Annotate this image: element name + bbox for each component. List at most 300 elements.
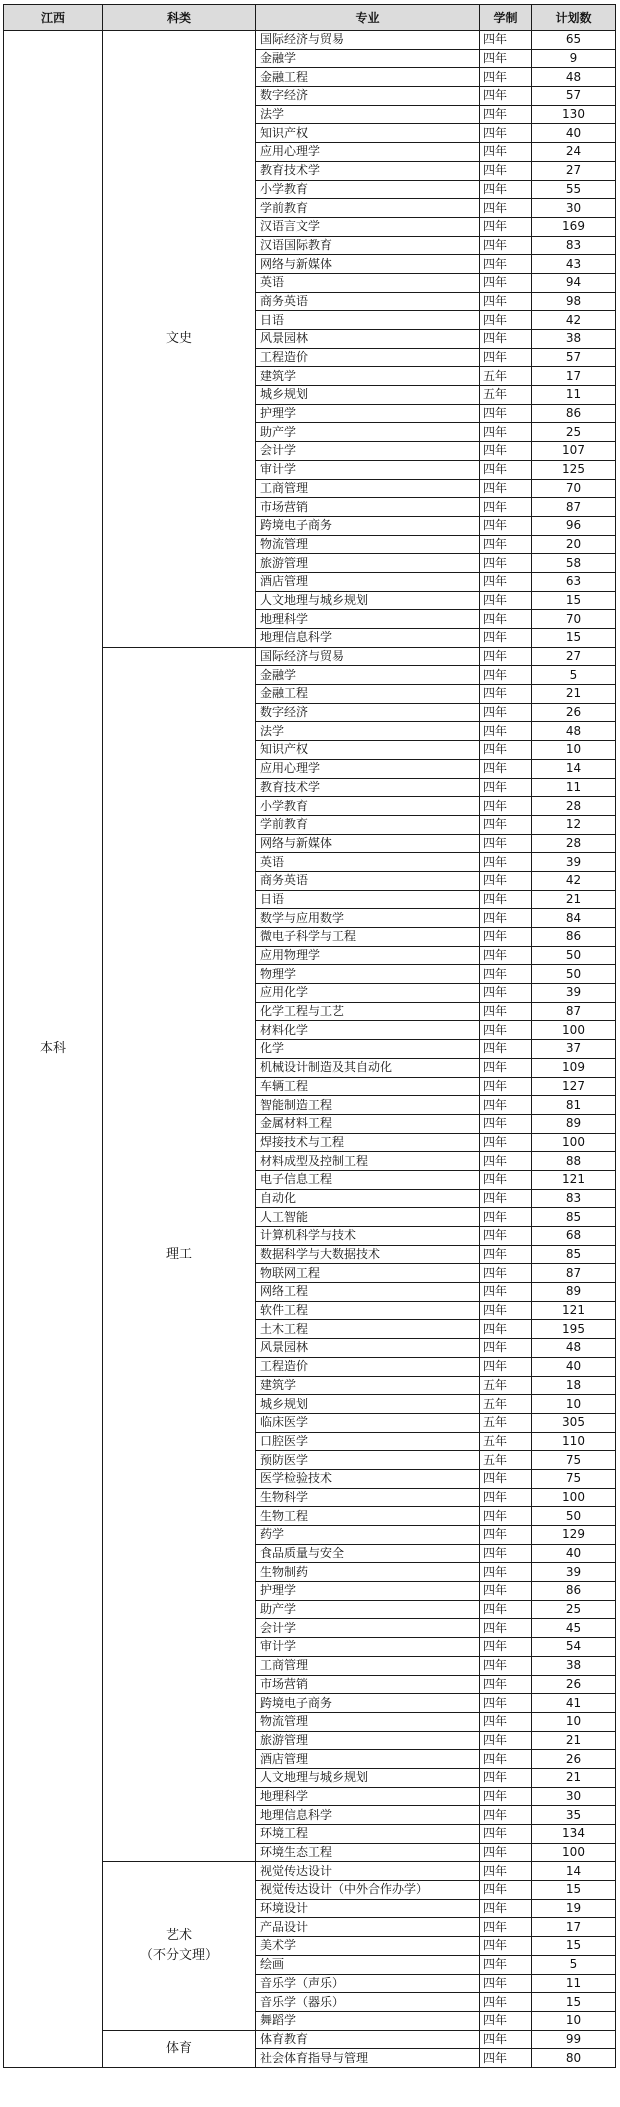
major-cell: 城乡规划 [256,386,480,405]
plan-count-cell: 43 [532,255,616,274]
plan-count-cell: 10 [532,1395,616,1414]
plan-count-cell: 58 [532,554,616,573]
duration-cell: 四年 [480,1544,532,1563]
plan-count-cell: 89 [532,1283,616,1302]
major-cell: 工商管理 [256,1656,480,1675]
plan-count-cell: 25 [532,1600,616,1619]
major-cell: 音乐学（声乐） [256,1974,480,1993]
major-cell: 自动化 [256,1189,480,1208]
plan-count-cell: 68 [532,1227,616,1246]
major-cell: 地理信息科学 [256,1806,480,1825]
major-cell: 知识产权 [256,124,480,143]
plan-count-cell: 48 [532,1339,616,1358]
plan-count-cell: 63 [532,572,616,591]
plan-count-cell: 88 [532,1152,616,1171]
plan-count-cell: 15 [532,1937,616,1956]
plan-count-cell: 100 [532,1021,616,1040]
major-cell: 护理学 [256,1582,480,1601]
duration-cell: 五年 [480,1376,532,1395]
duration-cell: 四年 [480,1114,532,1133]
duration-cell: 五年 [480,1432,532,1451]
major-cell: 旅游管理 [256,554,480,573]
plan-count-cell: 15 [532,591,616,610]
major-cell: 社会体育指导与管理 [256,2049,480,2068]
plan-count-cell: 35 [532,1806,616,1825]
duration-cell: 四年 [480,554,532,573]
duration-cell: 四年 [480,759,532,778]
duration-cell: 四年 [480,1825,532,1844]
duration-cell: 四年 [480,49,532,68]
major-cell: 教育技术学 [256,161,480,180]
plan-count-cell: 17 [532,367,616,386]
plan-count-cell: 57 [532,348,616,367]
major-cell: 日语 [256,890,480,909]
duration-cell: 四年 [480,1899,532,1918]
duration-cell: 四年 [480,1283,532,1302]
category-cell: 艺术 （不分文理） [103,1862,256,2030]
enrollment-plan-table [3,4,616,2068]
major-cell: 工程造价 [256,1357,480,1376]
plan-count-cell: 121 [532,1170,616,1189]
major-cell: 人工智能 [256,1208,480,1227]
plan-count-cell: 45 [532,1619,616,1638]
plan-count-cell: 75 [532,1451,616,1470]
plan-count-cell: 28 [532,797,616,816]
duration-cell: 四年 [480,1656,532,1675]
duration-cell: 四年 [480,1526,532,1545]
plan-count-cell: 100 [532,1133,616,1152]
duration-cell: 四年 [480,1488,532,1507]
plan-count-cell: 11 [532,1974,616,1993]
duration-cell: 四年 [480,1208,532,1227]
major-cell: 应用化学 [256,984,480,1003]
plan-count-cell: 134 [532,1825,616,1844]
plan-count-cell: 15 [532,1993,616,2012]
plan-count-cell: 50 [532,946,616,965]
major-cell: 小学教育 [256,797,480,816]
plan-count-cell: 18 [532,1376,616,1395]
duration-cell: 四年 [480,516,532,535]
duration-cell: 四年 [480,1339,532,1358]
duration-cell: 四年 [480,1862,532,1881]
major-cell: 视觉传达设计 [256,1862,480,1881]
major-cell: 预防医学 [256,1451,480,1470]
duration-cell: 四年 [480,255,532,274]
major-cell: 金融工程 [256,685,480,704]
major-cell: 会计学 [256,1619,480,1638]
duration-cell: 四年 [480,629,532,648]
major-cell: 材料成型及控制工程 [256,1152,480,1171]
major-cell: 金融学 [256,666,480,685]
plan-count-cell: 24 [532,143,616,162]
major-cell: 金属材料工程 [256,1114,480,1133]
major-cell: 审计学 [256,1638,480,1657]
plan-count-cell: 37 [532,1040,616,1059]
plan-count-cell: 87 [532,1002,616,1021]
major-cell: 旅游管理 [256,1731,480,1750]
duration-cell: 五年 [480,1395,532,1414]
plan-count-cell: 27 [532,161,616,180]
major-cell: 人文地理与城乡规划 [256,591,480,610]
plan-count-cell: 11 [532,778,616,797]
major-cell: 人文地理与城乡规划 [256,1768,480,1787]
plan-count-cell: 48 [532,68,616,87]
duration-cell: 四年 [480,1170,532,1189]
duration-cell: 四年 [480,330,532,349]
major-cell: 风景园林 [256,330,480,349]
duration-cell: 四年 [480,1918,532,1937]
major-cell: 国际经济与贸易 [256,647,480,666]
plan-count-cell: 38 [532,1656,616,1675]
duration-cell: 四年 [480,797,532,816]
major-cell: 生物科学 [256,1488,480,1507]
major-cell: 英语 [256,273,480,292]
major-cell: 知识产权 [256,741,480,760]
major-cell: 跨境电子商务 [256,516,480,535]
plan-count-cell: 70 [532,610,616,629]
plan-count-cell: 9 [532,49,616,68]
major-cell: 助产学 [256,1600,480,1619]
major-cell: 产品设计 [256,1918,480,1937]
major-cell: 会计学 [256,442,480,461]
major-cell: 美术学 [256,1937,480,1956]
major-cell: 地理科学 [256,610,480,629]
duration-cell: 四年 [480,1245,532,1264]
duration-cell: 五年 [480,367,532,386]
duration-cell: 四年 [480,666,532,685]
duration-cell: 五年 [480,1451,532,1470]
major-cell: 电子信息工程 [256,1170,480,1189]
plan-count-cell: 14 [532,759,616,778]
plan-count-cell: 5 [532,1955,616,1974]
plan-count-cell: 15 [532,629,616,648]
duration-cell: 四年 [480,1133,532,1152]
table-header-row [4,5,616,31]
plan-count-cell: 21 [532,685,616,704]
plan-count-cell: 89 [532,1114,616,1133]
duration-cell: 四年 [480,1301,532,1320]
duration-cell: 四年 [480,946,532,965]
major-cell: 市场营销 [256,498,480,517]
major-cell: 酒店管理 [256,572,480,591]
plan-count-cell: 20 [532,535,616,554]
plan-count-cell: 50 [532,1507,616,1526]
major-cell: 计算机科学与技术 [256,1227,480,1246]
major-cell: 环境设计 [256,1899,480,1918]
major-cell: 工商管理 [256,479,480,498]
duration-cell: 四年 [480,1058,532,1077]
duration-cell: 四年 [480,498,532,517]
major-cell: 微电子科学与工程 [256,928,480,947]
major-cell: 地理科学 [256,1787,480,1806]
enrollment-plan-table-container [3,4,615,2068]
duration-cell: 四年 [480,236,532,255]
plan-count-cell: 40 [532,1544,616,1563]
duration-cell: 四年 [480,105,532,124]
major-cell: 助产学 [256,423,480,442]
duration-cell: 四年 [480,1469,532,1488]
duration-cell: 四年 [480,778,532,797]
duration-cell: 四年 [480,1638,532,1657]
major-cell: 市场营销 [256,1675,480,1694]
header-plan-count: 计划数 [532,5,616,31]
duration-cell: 四年 [480,1993,532,2012]
duration-cell: 四年 [480,1768,532,1787]
major-cell: 焊接技术与工程 [256,1133,480,1152]
duration-cell: 四年 [480,1563,532,1582]
plan-count-cell: 11 [532,386,616,405]
plan-count-cell: 50 [532,965,616,984]
duration-cell: 四年 [480,535,532,554]
major-cell: 汉语言文学 [256,217,480,236]
plan-count-cell: 30 [532,199,616,218]
major-cell: 药学 [256,1526,480,1545]
duration-cell: 四年 [480,1189,532,1208]
plan-count-cell: 86 [532,1582,616,1601]
plan-count-cell: 81 [532,1096,616,1115]
major-cell: 城乡规划 [256,1395,480,1414]
duration-cell: 四年 [480,460,532,479]
major-cell: 金融学 [256,49,480,68]
plan-count-cell: 87 [532,1264,616,1283]
plan-count-cell: 110 [532,1432,616,1451]
major-cell: 数字经济 [256,87,480,106]
major-cell: 舞蹈学 [256,2011,480,2030]
duration-cell: 四年 [480,1040,532,1059]
major-cell: 环境工程 [256,1825,480,1844]
plan-count-cell: 30 [532,1787,616,1806]
plan-count-cell: 54 [532,1638,616,1657]
major-cell: 数据科学与大数据技术 [256,1245,480,1264]
table-body [4,31,616,2068]
plan-count-cell: 109 [532,1058,616,1077]
major-cell: 土木工程 [256,1320,480,1339]
major-cell: 临床医学 [256,1413,480,1432]
major-cell: 日语 [256,311,480,330]
plan-count-cell: 98 [532,292,616,311]
duration-cell: 四年 [480,1806,532,1825]
plan-count-cell: 19 [532,1899,616,1918]
major-cell: 法学 [256,722,480,741]
duration-cell: 四年 [480,423,532,442]
plan-count-cell: 27 [532,647,616,666]
plan-count-cell: 55 [532,180,616,199]
major-cell: 汉语国际教育 [256,236,480,255]
category-cell: 理工 [103,647,256,1862]
duration-cell: 四年 [480,143,532,162]
major-cell: 食品质量与安全 [256,1544,480,1563]
duration-cell: 四年 [480,1600,532,1619]
duration-cell: 四年 [480,647,532,666]
major-cell: 数字经济 [256,703,480,722]
duration-cell: 四年 [480,1675,532,1694]
duration-cell: 四年 [480,1881,532,1900]
duration-cell: 四年 [480,1320,532,1339]
duration-cell: 四年 [480,199,532,218]
major-cell: 法学 [256,105,480,124]
plan-count-cell: 57 [532,87,616,106]
major-cell: 物理学 [256,965,480,984]
duration-cell: 四年 [480,124,532,143]
plan-count-cell: 39 [532,853,616,872]
plan-count-cell: 42 [532,871,616,890]
duration-cell: 四年 [480,871,532,890]
plan-count-cell: 130 [532,105,616,124]
major-cell: 商务英语 [256,871,480,890]
plan-count-cell: 129 [532,1526,616,1545]
major-cell: 数学与应用数学 [256,909,480,928]
duration-cell: 四年 [480,273,532,292]
major-cell: 音乐学（器乐） [256,1993,480,2012]
duration-cell: 四年 [480,722,532,741]
duration-cell: 四年 [480,1843,532,1862]
plan-count-cell: 12 [532,815,616,834]
plan-count-cell: 21 [532,890,616,909]
plan-count-cell: 40 [532,124,616,143]
major-cell: 护理学 [256,404,480,423]
major-cell: 绘画 [256,1955,480,1974]
plan-count-cell: 169 [532,217,616,236]
major-cell: 物流管理 [256,1712,480,1731]
plan-count-cell: 40 [532,1357,616,1376]
major-cell: 酒店管理 [256,1750,480,1769]
duration-cell: 四年 [480,1021,532,1040]
plan-count-cell: 83 [532,1189,616,1208]
major-cell: 建筑学 [256,367,480,386]
duration-cell: 四年 [480,815,532,834]
major-cell: 化学 [256,1040,480,1059]
major-cell: 地理信息科学 [256,629,480,648]
level-cell: 本科 [4,31,103,2068]
duration-cell: 四年 [480,685,532,704]
duration-cell: 四年 [480,479,532,498]
plan-count-cell: 100 [532,1488,616,1507]
plan-count-cell: 10 [532,741,616,760]
major-cell: 网络工程 [256,1283,480,1302]
duration-cell: 四年 [480,984,532,1003]
plan-count-cell: 86 [532,928,616,947]
plan-count-cell: 26 [532,1750,616,1769]
major-cell: 教育技术学 [256,778,480,797]
duration-cell: 四年 [480,311,532,330]
major-cell: 网络与新媒体 [256,255,480,274]
plan-count-cell: 28 [532,834,616,853]
duration-cell: 四年 [480,1096,532,1115]
plan-count-cell: 94 [532,273,616,292]
duration-cell: 四年 [480,890,532,909]
duration-cell: 四年 [480,1582,532,1601]
duration-cell: 四年 [480,610,532,629]
plan-count-cell: 107 [532,442,616,461]
major-cell: 小学教育 [256,180,480,199]
plan-count-cell: 85 [532,1208,616,1227]
major-cell: 应用物理学 [256,946,480,965]
duration-cell: 四年 [480,2049,532,2068]
duration-cell: 四年 [480,591,532,610]
major-cell: 生物工程 [256,1507,480,1526]
duration-cell: 四年 [480,853,532,872]
duration-cell: 四年 [480,217,532,236]
duration-cell: 四年 [480,1694,532,1713]
major-cell: 审计学 [256,460,480,479]
duration-cell: 四年 [480,1955,532,1974]
duration-cell: 四年 [480,572,532,591]
plan-count-cell: 87 [532,498,616,517]
duration-cell: 四年 [480,292,532,311]
major-cell: 车辆工程 [256,1077,480,1096]
plan-count-cell: 305 [532,1413,616,1432]
duration-cell: 四年 [480,1731,532,1750]
duration-cell: 四年 [480,161,532,180]
duration-cell: 四年 [480,928,532,947]
plan-count-cell: 100 [532,1843,616,1862]
plan-count-cell: 39 [532,984,616,1003]
major-cell: 应用心理学 [256,759,480,778]
plan-count-cell: 99 [532,2030,616,2049]
plan-count-cell: 70 [532,479,616,498]
major-cell: 学前教育 [256,815,480,834]
duration-cell: 四年 [480,1002,532,1021]
duration-cell: 四年 [480,703,532,722]
plan-count-cell: 42 [532,311,616,330]
major-cell: 生物制药 [256,1563,480,1582]
plan-count-cell: 80 [532,2049,616,2068]
duration-cell: 四年 [480,1712,532,1731]
duration-cell: 四年 [480,1619,532,1638]
major-cell: 金融工程 [256,68,480,87]
plan-count-cell: 21 [532,1731,616,1750]
duration-cell: 四年 [480,1750,532,1769]
duration-cell: 四年 [480,1077,532,1096]
plan-count-cell: 48 [532,722,616,741]
duration-cell: 四年 [480,1937,532,1956]
major-cell: 工程造价 [256,348,480,367]
plan-count-cell: 41 [532,1694,616,1713]
duration-cell: 四年 [480,834,532,853]
plan-count-cell: 84 [532,909,616,928]
major-cell: 物联网工程 [256,1264,480,1283]
duration-cell: 四年 [480,180,532,199]
plan-count-cell: 26 [532,703,616,722]
duration-cell: 四年 [480,1357,532,1376]
major-cell: 化学工程与工艺 [256,1002,480,1021]
plan-count-cell: 86 [532,404,616,423]
plan-count-cell: 65 [532,31,616,50]
duration-cell: 四年 [480,31,532,50]
plan-count-cell: 10 [532,1712,616,1731]
plan-count-cell: 17 [532,1918,616,1937]
major-cell: 国际经济与贸易 [256,31,480,50]
major-cell: 建筑学 [256,1376,480,1395]
duration-cell: 四年 [480,909,532,928]
duration-cell: 四年 [480,87,532,106]
duration-cell: 四年 [480,442,532,461]
plan-count-cell: 26 [532,1675,616,1694]
plan-count-cell: 21 [532,1768,616,1787]
duration-cell: 四年 [480,404,532,423]
major-cell: 体育教育 [256,2030,480,2049]
plan-count-cell: 39 [532,1563,616,1582]
plan-count-cell: 25 [532,423,616,442]
plan-count-cell: 14 [532,1862,616,1881]
major-cell: 口腔医学 [256,1432,480,1451]
major-cell: 机械设计制造及其自动化 [256,1058,480,1077]
duration-cell: 四年 [480,1264,532,1283]
category-cell: 文史 [103,31,256,648]
major-cell: 英语 [256,853,480,872]
header-duration: 学制 [480,5,532,31]
plan-count-cell: 75 [532,1469,616,1488]
